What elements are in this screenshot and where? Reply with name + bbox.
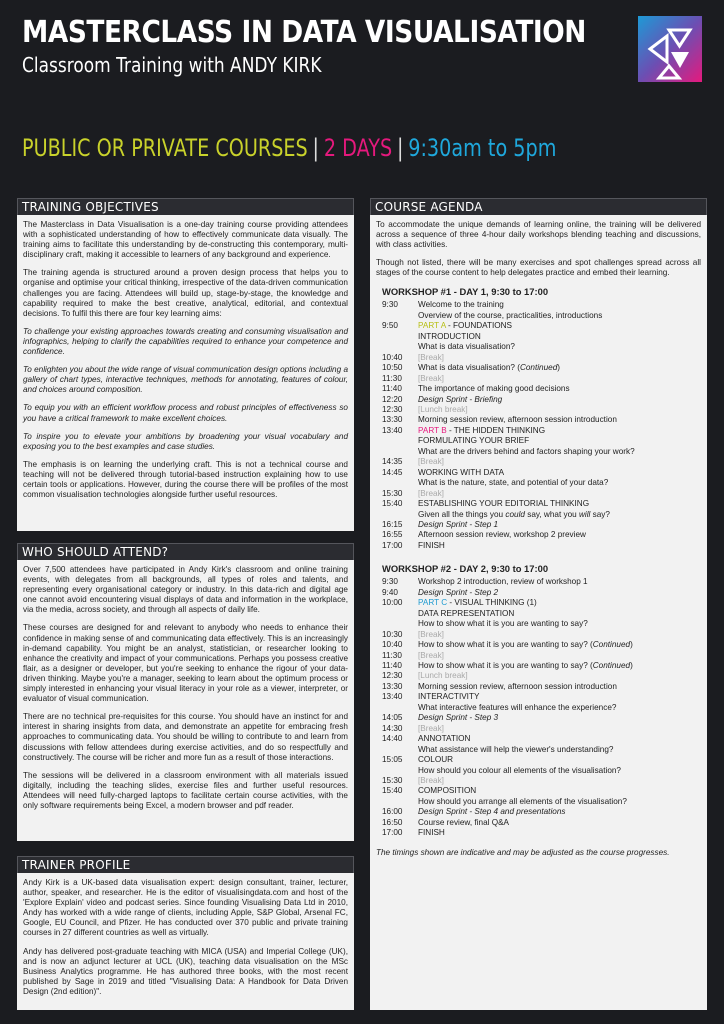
session-title: Design Sprint - Step 2: [418, 587, 499, 597]
workshop-title: WORKSHOP #1 - DAY 1, 9:30 to 17:00: [382, 286, 549, 298]
session-time: 14:30: [382, 723, 403, 733]
session-time: 9:40: [382, 587, 398, 597]
session-text: [418, 692, 707, 702]
session-time: [382, 745, 418, 755]
agenda-row: [382, 374, 707, 384]
session-title: Workshop 2 introduction, review of workshop 1: [418, 577, 588, 587]
learning-aim: To challenge your existing approaches towards creating and consuming visualisation and infographics, helping to clarify the capabilities required to enhance your competence and confidence.: [23, 326, 348, 357]
session-time: 16:55: [382, 530, 403, 540]
emphasis: could: [505, 509, 525, 519]
session-time: 9:50: [382, 321, 398, 331]
session-text: [418, 499, 707, 509]
session-title: WORKING WITH DATA: [418, 467, 505, 477]
session-text: [418, 734, 707, 744]
agenda-row: [382, 510, 707, 520]
session-text: [418, 724, 707, 734]
session-title: COLOUR: [418, 755, 454, 765]
session-text: [418, 530, 707, 540]
paragraph: The emphasis is on learning the underlying craft. This is not a technical course and teaching will not be delivered through tutorial-based instruction explaining how to use certain tools or applications. However, during the course there will be profiles of the most common visualisation technologies alongside further useful resources.: [23, 459, 348, 500]
agenda-row: [382, 468, 707, 478]
session-text: [418, 786, 707, 796]
session-title: Design Sprint - Step 3: [418, 713, 499, 723]
agenda-row: [382, 671, 707, 681]
session-time: [382, 436, 418, 446]
agenda-row: [382, 520, 707, 530]
paragraph: The Masterclass in Data Visualisation is a one-day training course providing attendees with a sophisticated understanding of how to effectively communicate data visually. The training aims to facilitate this understanding by de-constructing this contemporary, multi-disciplinary craft, making it accessible to learners of any background and experience.: [23, 220, 348, 260]
trainer-profile-panel: [17, 856, 354, 1010]
session-text: [418, 755, 707, 765]
session-title: Afternoon session review, workshop 2 preview: [418, 530, 586, 540]
paragraph: There are no technical pre-requisites for this course. You should have an instinct for and interest in sharing insights from data, and demonstrate an appetite for embracing fresh approaches to communicating data. You should be willing to contribute to and learn from discussions with fellow attendees during exercise activities, and do so respectfully and constructively. The course will be richer and more fun as a result of those interactions.: [23, 712, 348, 762]
agenda-row: [382, 755, 707, 765]
agenda-row: [382, 478, 707, 488]
session-time: 13:30: [382, 415, 403, 425]
section-heading: TRAINER PROFILE: [17, 856, 354, 873]
paragraph: Over 7,500 attendees have participated in Andy Kirk's classroom and online training events, with delegates from all backgrounds, all types of roles and talents, and representing every organisational category or industry. In this data-rich and digital age one cannot avoid encountering visual displays of data and information in the workplace, via the media, across society, and through all aspects of daily life.: [23, 565, 348, 615]
session-time: 14:40: [382, 734, 403, 744]
session-title: INTERACTIVITY: [418, 692, 480, 702]
session-title: ): [557, 363, 560, 373]
session-time: 13:40: [382, 425, 403, 435]
session-title: - FOUNDATIONS: [445, 321, 513, 331]
session-title: The importance of making good decisions: [418, 384, 570, 394]
session-text: [418, 797, 707, 807]
session-text: [418, 745, 707, 755]
session-title: FORMULATING YOUR BRIEF: [418, 436, 530, 446]
session-time: 13:40: [382, 692, 403, 702]
agenda-row: [382, 630, 707, 640]
learning-aim: To enlighten you about the wide range of visual communication design options including a gallery of chart types, interactive techniques, methods for annotating, features of colour, and choices around composition.: [23, 365, 348, 395]
session-text: [418, 619, 707, 629]
agenda-row: [382, 447, 707, 457]
session-text: [418, 818, 707, 828]
session-text: [418, 311, 707, 321]
session-time: [382, 609, 418, 619]
session-text: [418, 489, 707, 499]
session-time: 14:05: [382, 713, 403, 723]
learning-aim: To equip you with an efficient workflow process and robust principles of effectiveness so you have a critical framework to make excellent choices.: [23, 403, 348, 423]
section-heading: TRAINING OBJECTIVES: [17, 198, 354, 215]
session-text: [418, 384, 707, 394]
emphasis: will: [578, 509, 591, 519]
agenda-row: [382, 745, 707, 755]
session-text: [418, 436, 707, 446]
agenda-row: [382, 807, 707, 817]
course-duration: 2 DAYS: [323, 134, 393, 162]
agenda-rows: [382, 577, 707, 838]
session-time: 11:40: [382, 384, 402, 394]
agenda-row: [382, 321, 707, 331]
session-title: What assistance will help the viewer's understanding?: [418, 744, 614, 754]
course-hours: 9:30am to 5pm: [408, 134, 557, 162]
session-time: [382, 619, 418, 629]
agenda-row: [382, 703, 707, 713]
session-time: 16:50: [382, 817, 403, 827]
agenda-row: [382, 395, 707, 405]
agenda-row: [382, 797, 707, 807]
session-text: [418, 651, 707, 661]
session-text: [418, 776, 707, 786]
session-time: 9:30: [382, 300, 398, 310]
session-title: [Break]: [418, 775, 444, 785]
session-text: [418, 630, 707, 640]
course-summary: [22, 133, 556, 163]
session-text: [418, 598, 707, 608]
session-time: [382, 797, 418, 807]
paragraph: Andy has delivered post-graduate teaching with MICA (USA) and Imperial College (UK), and is now an adjunct lecturer at UCL (UK), teaching data visualisation on the MSc Business Analytics programme. He has authored three books, with the most recent published by Sage in 2019 and titled "Visualising Data: A Handbook for Data Driven Design (2nd edition)".: [23, 946, 348, 996]
agenda-row: [382, 766, 707, 776]
session-text: [418, 577, 707, 587]
session-title: Morning session review, afternoon session introduction: [418, 415, 617, 425]
session-text: [418, 661, 707, 671]
session-title: How to show what it is you are wanting to say? (: [418, 640, 593, 650]
agenda-row: [382, 588, 707, 598]
agenda-row: [382, 724, 707, 734]
session-title: What is data visualisation? (: [418, 363, 520, 373]
session-text: [418, 609, 707, 619]
session-text: [418, 405, 707, 415]
header: [22, 14, 622, 77]
emphasis: Continued: [592, 660, 631, 670]
session-time: 15:30: [382, 488, 403, 498]
session-time: 10:30: [382, 629, 403, 639]
session-time: 15:05: [382, 755, 403, 765]
agenda-row: [382, 415, 707, 425]
session-time: 11:40: [382, 660, 402, 670]
course-type: PUBLIC OR PRIVATE COURSES: [22, 134, 308, 162]
session-time: 14:45: [382, 467, 403, 477]
session-title: [Break]: [418, 629, 444, 639]
timing-note: The timings shown are indicative and may be adjusted as the course progresses.: [376, 847, 670, 857]
section-heading: COURSE AGENDA: [370, 198, 707, 215]
agenda-row: [382, 828, 707, 838]
session-text: [418, 703, 707, 713]
agenda-row: [382, 541, 707, 551]
session-title: ESTABLISHING YOUR EDITORIAL THINKING: [418, 499, 590, 509]
session-time: 16:15: [382, 519, 403, 529]
agenda-row: [382, 619, 707, 629]
session-title: FINISH: [418, 828, 445, 838]
session-title: [Break]: [418, 650, 444, 660]
session-title: ): [630, 660, 633, 670]
brand-logo: [638, 16, 702, 82]
session-time: 9:30: [382, 577, 398, 587]
agenda-row: [382, 598, 707, 608]
agenda-row: [382, 457, 707, 467]
session-time: 16:00: [382, 807, 403, 817]
triangles-logo-icon: [638, 16, 702, 82]
session-time: 12:20: [382, 394, 403, 404]
agenda-row: [382, 499, 707, 509]
agenda-row: [382, 640, 707, 650]
session-text: [418, 828, 707, 838]
paragraph: These courses are designed for and relevant to anybody who needs to enhance their confidence in making sense of and communicating data effectively. This is an increasingly in-demand capability. You might be an analyst, statistician, or researcher looking to enhance the creativity and impact of your communications. Perhaps you possess creative flair, as a designer or developer, but you're seeking to enhance the rigour of your data-driven thinking. Maybe you're a manager, seeking to learn about the optimum process or simply interested in enhancing your visual literacy in your role as a viewer, interpreter, or evaluator of visual communication.: [23, 623, 348, 704]
session-title: INTRODUCTION: [418, 331, 481, 341]
session-time: 12:30: [382, 405, 403, 414]
session-text: [418, 332, 707, 342]
session-time: [382, 510, 418, 520]
course-agenda-panel: [370, 198, 707, 1010]
session-text: [418, 353, 707, 363]
session-title: What interactive features will enhance the experience?: [418, 702, 617, 712]
session-title: Design Sprint - Step 4 and presentations: [418, 807, 566, 817]
session-title: Design Sprint - Briefing: [418, 394, 503, 404]
session-time: 11:30: [382, 650, 402, 660]
session-time: 12:30: [382, 671, 403, 681]
agenda-row: [382, 692, 707, 702]
session-text: [418, 468, 707, 478]
session-time: 10:50: [382, 363, 403, 373]
session-text: [418, 447, 707, 457]
session-title: Overview of the course, practicalities, introductions: [418, 310, 603, 320]
session-title: How to show what it is you are wanting to say? (: [418, 660, 593, 670]
session-text: [418, 363, 707, 373]
session-time: [382, 332, 418, 342]
session-text: [418, 415, 707, 425]
session-text: [418, 321, 707, 331]
agenda-row: [382, 530, 707, 540]
agenda-row: [382, 734, 707, 744]
session-text: [418, 342, 707, 352]
session-title: DATA REPRESENTATION: [418, 608, 515, 618]
part-label: PART B: [418, 425, 447, 435]
session-time: 13:30: [382, 681, 403, 691]
session-text: [418, 374, 707, 384]
agenda-row: [382, 818, 707, 828]
session-time: 15:30: [382, 775, 403, 785]
session-time: 10:40: [382, 640, 403, 650]
session-text: [418, 520, 707, 530]
session-title: Morning session review, afternoon session introduction: [418, 681, 617, 691]
agenda-row: [382, 405, 707, 415]
agenda-row: [382, 332, 707, 342]
session-time: 14:35: [382, 457, 403, 467]
session-title: Course review, final Q&A: [418, 817, 510, 827]
session-title: [Break]: [418, 352, 444, 362]
session-text: [418, 766, 707, 776]
emphasis: Continued: [592, 640, 631, 650]
session-title: [Break]: [418, 373, 444, 383]
session-text: [418, 588, 707, 598]
session-time: [382, 342, 418, 352]
agenda-row: [382, 311, 707, 321]
session-text: [418, 640, 707, 650]
agenda-row: [382, 426, 707, 436]
agenda-row: [382, 682, 707, 692]
session-time: [382, 311, 418, 321]
part-label: PART A: [418, 321, 446, 331]
session-text: [418, 682, 707, 692]
session-time: 17:00: [382, 828, 403, 838]
agenda-row: [382, 353, 707, 363]
paragraph: To accommodate the unique demands of learning online, the training will be delivered across a sequence of three 4-hour daily workshops blending teaching and discussions, with class activities.: [376, 220, 701, 250]
separator: |: [396, 134, 404, 162]
session-text: [418, 457, 707, 467]
emphasis: Continued: [519, 363, 558, 373]
session-text: [418, 541, 707, 551]
session-time: 17:00: [382, 540, 403, 550]
paragraph: The training agenda is structured around a proven design process that helps you to organise and optimise your critical thinking, irrespective of the data-driven communication challenges you are facing. Attendees will build up, stage-by-stage, the knowledge and capability required to make the best creative, analytical, editorial, and contextual decisions. To fulfil this there are four key learning aims:: [23, 268, 348, 318]
session-title: FINISH: [418, 540, 445, 550]
session-title: COMPOSITION: [418, 786, 477, 796]
session-title: How to show what it is you are wanting to say?: [418, 619, 588, 629]
session-time: 10:00: [382, 598, 403, 608]
session-title: How should you arrange all elements of the visualisation?: [418, 796, 627, 806]
session-title: Given all the things you: [418, 509, 506, 519]
session-text: [418, 395, 707, 405]
agenda-row: [382, 609, 707, 619]
agenda-row: [382, 776, 707, 786]
session-text: [418, 807, 707, 817]
training-objectives-panel: [17, 198, 354, 531]
agenda-row: [382, 384, 707, 394]
paragraph: Though not listed, there will be many exercises and spot challenges spread across all stages of the course content to help delegates practice and embed their learning.: [376, 258, 701, 278]
agenda-row: [382, 489, 707, 499]
agenda-row: [382, 786, 707, 796]
session-title: [Break]: [418, 457, 444, 467]
session-text: [418, 713, 707, 723]
session-title: [Break]: [418, 488, 444, 498]
session-text: [418, 510, 707, 520]
session-time: 10:40: [382, 352, 403, 362]
session-title: say, what you: [524, 509, 579, 519]
agenda-row: [382, 342, 707, 352]
part-label: PART C: [418, 598, 448, 608]
who-should-attend-panel: [17, 543, 354, 841]
session-time: [382, 766, 418, 776]
session-title: What are the drivers behind and factors shaping your work?: [418, 446, 635, 456]
agenda-row: [382, 713, 707, 723]
agenda-row: [382, 300, 707, 310]
session-title: [Lunch break]: [418, 671, 468, 681]
learning-aim: To inspire you to elevate your ambitions by broadening your visual vocabulary and exposing you to the best examples and case studies.: [23, 431, 348, 451]
session-text: [418, 300, 707, 310]
session-time: [382, 478, 418, 488]
workshop-list: [370, 286, 707, 838]
session-title: What is the nature, state, and potential of your data?: [418, 478, 609, 488]
session-title: say?: [590, 509, 610, 519]
session-text: [418, 671, 707, 681]
session-title: [Lunch break]: [418, 405, 468, 414]
session-title: - THE HIDDEN THINKING: [446, 425, 546, 435]
session-time: [382, 447, 418, 457]
separator: |: [312, 134, 320, 162]
page-title: MASTERCLASS IN DATA VISUALISATION: [22, 15, 586, 50]
session-title: Welcome to the training: [418, 300, 504, 310]
session-title: What is data visualisation?: [418, 342, 515, 352]
agenda-rows: [382, 300, 707, 551]
agenda-row: [382, 363, 707, 373]
session-text: [418, 426, 707, 436]
page-subtitle: Classroom Training with ANDY KIRK: [22, 53, 322, 77]
workshop-title: WORKSHOP #2 - DAY 2, 9:30 to 17:00: [382, 563, 549, 575]
agenda-row: [382, 661, 707, 671]
session-title: [Break]: [418, 723, 444, 733]
agenda-row: [382, 651, 707, 661]
session-time: 11:30: [382, 373, 402, 383]
session-title: Design Sprint - Step 1: [418, 519, 499, 529]
session-title: ANNOTATION: [418, 734, 471, 744]
session-title: - VISUAL THINKING (1): [447, 598, 537, 608]
agenda-row: [382, 436, 707, 446]
paragraph: The sessions will be delivered in a classroom environment with all materials issued digitally, including the teaching slides, exercise files and further useful resources. Attendees will need fully-charged laptops to facilitate certain course activities, with the only software requirements being Excel, a modern browser and pdf reader.: [23, 770, 348, 810]
paragraph: Andy Kirk is a UK-based data visualisation expert: design consultant, trainer, lecturer, author, speaker, and researcher. He is the editor of visualisingdata.com and host of the 'Explore Explain' video and podcast series. Since founding Visualising Data Ltd in 2010, Andy has worked with a wide range of clients, including Apple, S&P Global, Arsenal FC, Google, EU Council, and Pfizer. He has conducted over 370 public and private training courses in 27 different countries as well as virtually.: [23, 878, 348, 938]
agenda-row: [382, 577, 707, 587]
section-heading: WHO SHOULD ATTEND?: [17, 543, 354, 560]
session-text: [418, 478, 707, 488]
session-time: [382, 703, 418, 713]
session-title: ): [630, 640, 633, 650]
session-title: How should you colour all elements of the visualisation?: [418, 765, 621, 775]
session-time: 15:40: [382, 499, 403, 509]
session-time: 15:40: [382, 786, 403, 796]
